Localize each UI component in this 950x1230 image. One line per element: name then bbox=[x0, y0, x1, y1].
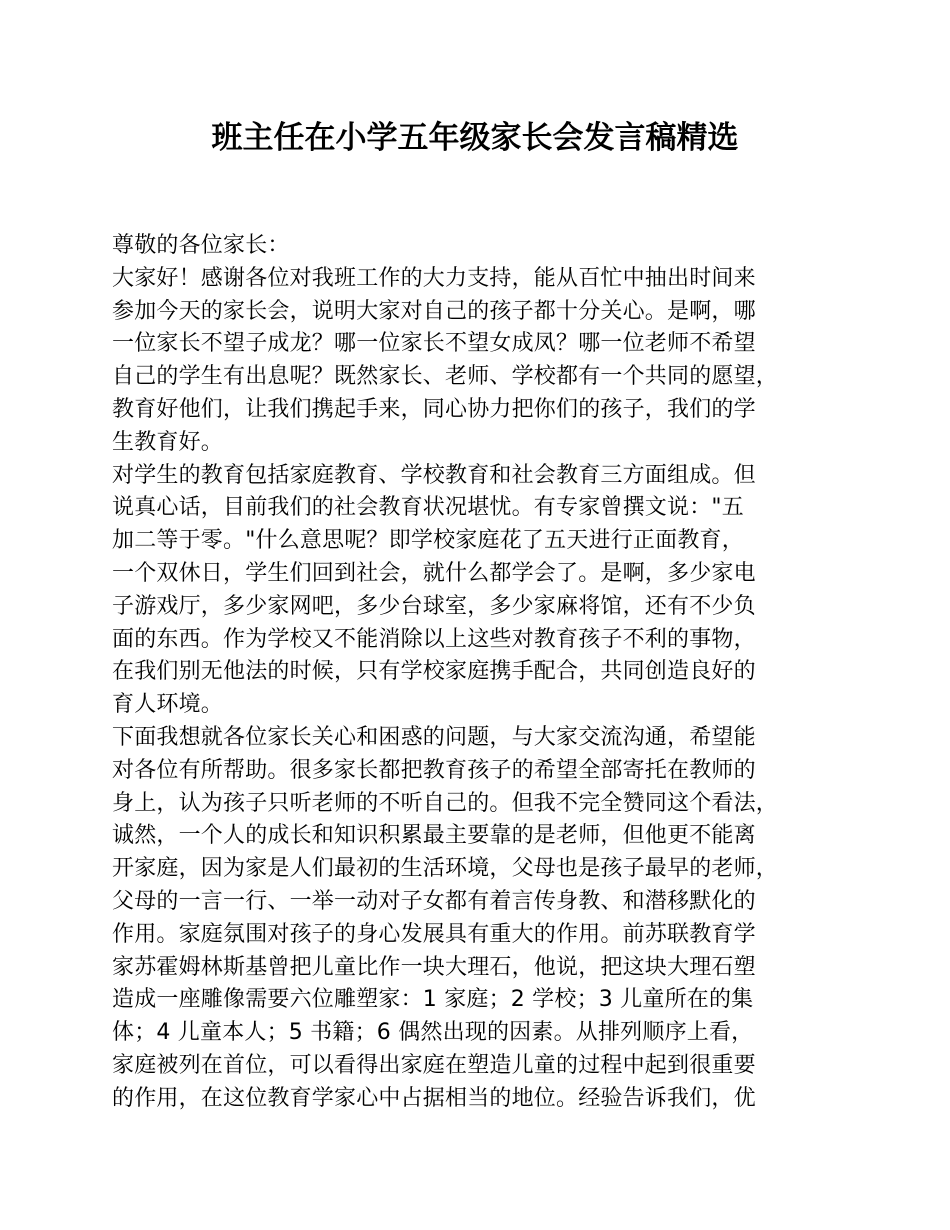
text-line: 自己的学生有出息呢？既然家长、老师、学校都有一个共同的愿望， bbox=[112, 364, 779, 390]
text-line: 一个双休日，学生们回到社会，就什么都学会了。是啊，多少家电 bbox=[112, 560, 756, 586]
text-line: 面的东西。作为学校又不能消除以上这些对教育孩子不利的事物， bbox=[112, 626, 756, 652]
text-line: 的作用，在这位教育学家心中占据相当的地位。经验告诉我们，优 bbox=[112, 1085, 756, 1111]
text-line: 尊敬的各位家长： bbox=[112, 233, 290, 258]
text-line: 身上，认为孩子只听老师的不听自己的。但我不完全赞同这个看法， bbox=[112, 790, 779, 816]
text-line: 下面我想就各位家长关心和困惑的问题，与大家交流沟通，希望能 bbox=[112, 724, 756, 750]
text-line: 加二等于零。"什么意思呢？即学校家庭花了五天进行正面教育， bbox=[112, 528, 744, 554]
text-line: 说真心话，目前我们的社会教育状况堪忧。有专家曾撰文说："五 bbox=[112, 495, 744, 521]
text-line: 家庭被列在首位，可以看得出家庭在塑造儿童的过程中起到很重要 bbox=[112, 1052, 756, 1078]
text-line: 教育好他们，让我们携起手来，同心协力把你们的孩子，我们的学 bbox=[112, 396, 756, 422]
text-line: 子游戏厅，多少家网吧，多少台球室，多少家麻将馆，还有不少负 bbox=[112, 593, 756, 619]
text-line: 诚然，一个人的成长和知识积累最主要靠的是老师，但他更不能离 bbox=[112, 823, 756, 849]
text-line: 对学生的教育包括家庭教育、学校教育和社会教育三方面组成。但 bbox=[112, 462, 756, 488]
text-line: 育人环境。 bbox=[112, 692, 224, 718]
text-line: 一位家长不望子成龙？哪一位家长不望女成凤？哪一位老师不希望 bbox=[112, 331, 756, 357]
text-line: 开家庭，因为家是人们最初的生活环境，父母也是孩子最早的老师， bbox=[112, 856, 779, 882]
text-line: 造成一座雕像需要六位雕塑家：1 家庭；2 学校；3 儿童所在的集 bbox=[112, 987, 754, 1013]
text-line: 体；4 儿童本人；5 书籍；6 偶然出现的因素。从排列顺序上看， bbox=[112, 1020, 754, 1046]
text-line: 在我们别无他法的时候，只有学校家庭携手配合，共同创造良好的 bbox=[112, 659, 756, 685]
text-line: 父母的一言一行、一举一动对子女都有着言传身教、和潜移默化的 bbox=[112, 888, 756, 914]
text-line: 对各位有所帮助。很多家长都把教育孩子的希望全部寄托在教师的 bbox=[112, 757, 756, 783]
text-line: 家苏霍姆林斯基曾把儿童比作一块大理石，他说，把这块大理石塑 bbox=[112, 954, 756, 980]
text-line: 作用。家庭氛围对孩子的身心发展具有重大的作用。前苏联教育学 bbox=[112, 921, 756, 947]
text-line: 生教育好。 bbox=[112, 429, 224, 455]
text-line: 参加今天的家长会，说明大家对自己的孩子都十分关心。是啊，哪 bbox=[112, 298, 756, 324]
document-title: 班主任在小学五年级家长会发言稿精选 bbox=[211, 120, 739, 156]
text-line: 大家好！感谢各位对我班工作的大力支持，能从百忙中抽出时间来 bbox=[112, 265, 756, 291]
document-body bbox=[112, 230, 862, 1116]
